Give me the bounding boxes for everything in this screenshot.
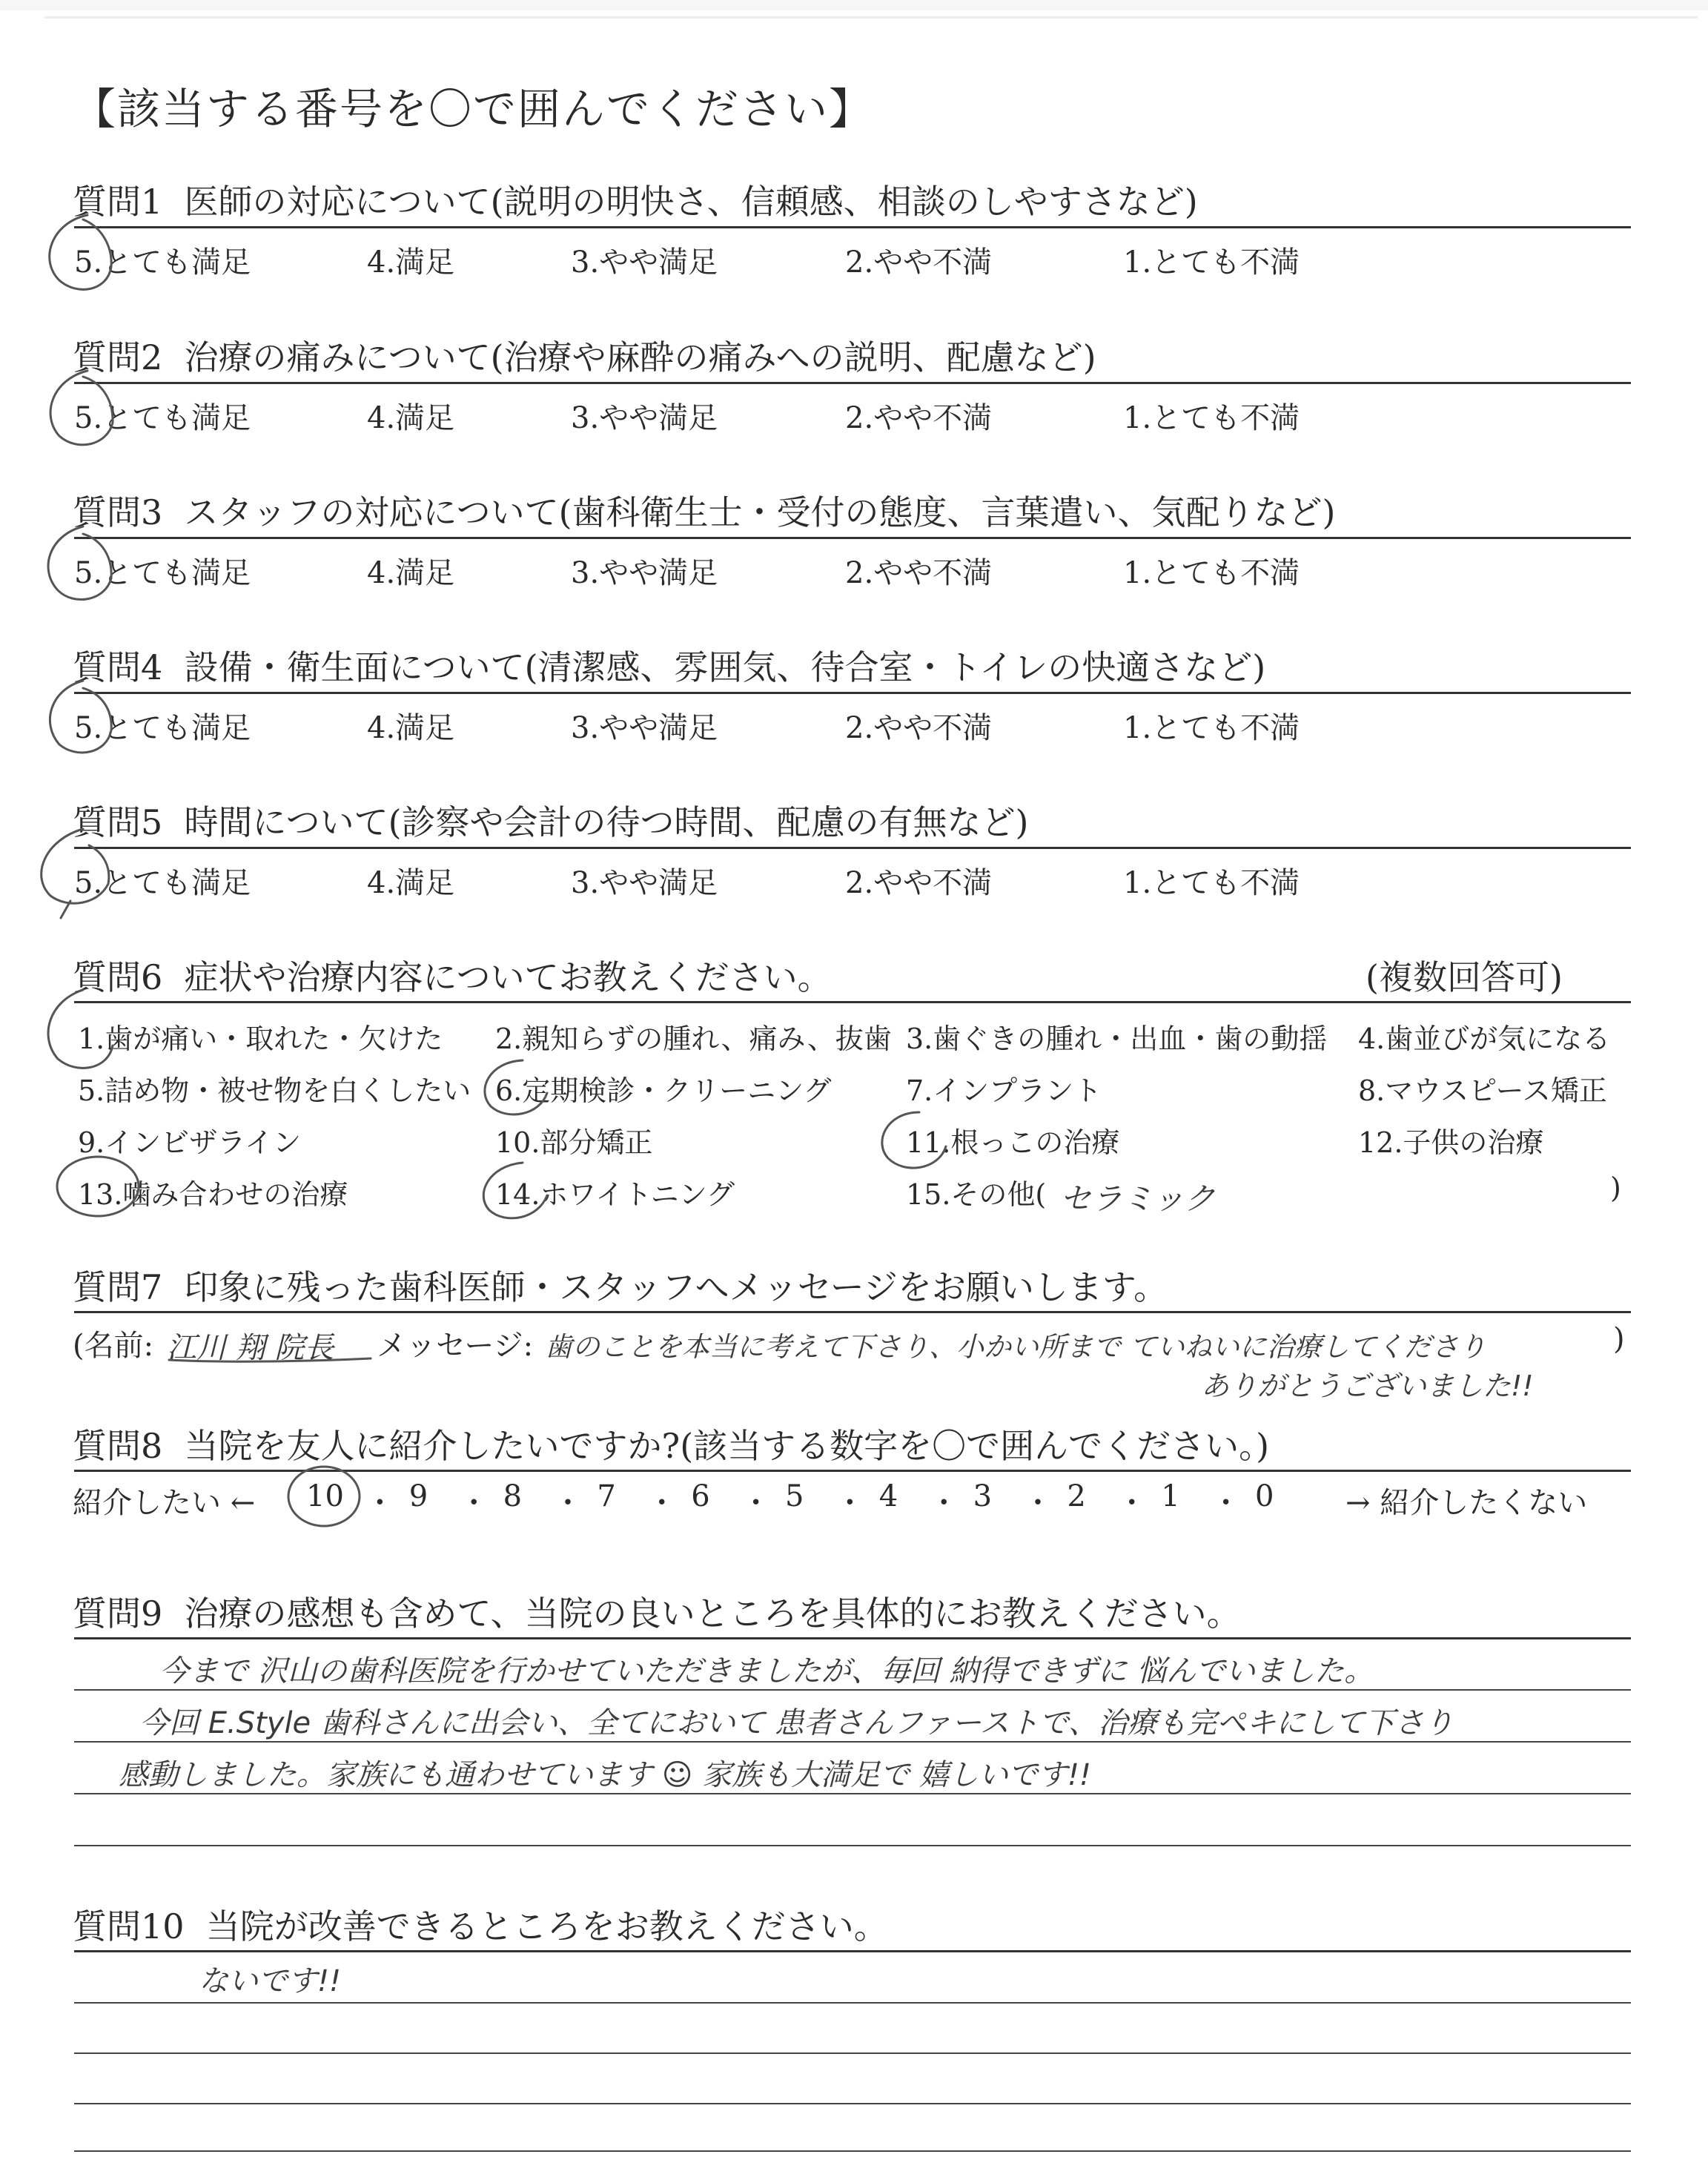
q8-left-label: 紹介したい ←	[73, 1486, 256, 1520]
q8-score-8[interactable]: 8	[503, 1479, 523, 1513]
q8-scale-separator: ・	[929, 1486, 959, 1520]
q2-opt-1[interactable]: 1.とても不満	[1123, 401, 1300, 435]
q6-opt6-selection-circle	[485, 1060, 547, 1114]
q2-label: 質問2	[73, 337, 163, 377]
q8-scale-separator: ・	[365, 1486, 395, 1520]
q2-opt-2[interactable]: 2.やや不満	[845, 401, 993, 435]
q2-selection-circle	[50, 371, 113, 445]
q4-text: 設備・衛生面について(清潔感、雰囲気、待合室・トイレの快適さなど)	[184, 647, 1266, 687]
q3-opt-2[interactable]: 2.やや不満	[845, 556, 993, 590]
q7-close-paren: )	[1613, 1322, 1625, 1356]
q8-label: 質問8	[73, 1426, 163, 1466]
q6-opt-12[interactable]: 12.子供の治療	[1358, 1126, 1544, 1159]
q8-scale-separator: ・	[646, 1486, 677, 1520]
q8-scale-separator: ・	[553, 1486, 583, 1520]
q9-answer-line-1: 今まで 沢山の歯科医院を行かせていただきましたが、毎回 納得できずに 悩んでいました。	[159, 1654, 1374, 1688]
q10-label: 質問10	[73, 1906, 185, 1946]
q5-opt-4[interactable]: 4.満足	[367, 866, 455, 900]
q9-label: 質問9	[73, 1593, 163, 1634]
q7-message-line2: ありがとうございました!!	[1201, 1370, 1534, 1402]
q4-label: 質問4	[73, 647, 163, 687]
q6-opt-10[interactable]: 10.部分矯正	[495, 1126, 653, 1159]
q5-selection-circle	[42, 829, 109, 918]
q6-text: 症状や治療内容についてお教えください。	[184, 957, 832, 997]
q5-opt-1[interactable]: 1.とても不満	[1123, 866, 1300, 900]
q1-selection-circle	[50, 215, 111, 289]
q2-opt-4[interactable]: 4.満足	[367, 401, 455, 435]
q8-score-5[interactable]: 5	[785, 1479, 804, 1513]
q4-selection-circle	[50, 681, 111, 753]
q2-opt-5[interactable]: 5.とても満足	[74, 401, 251, 435]
q6-opt11-selection-circle	[882, 1112, 946, 1168]
q4-opt-4[interactable]: 4.満足	[367, 711, 455, 745]
q6-opt-2[interactable]: 2.親知らずの腫れ、痛み、抜歯	[495, 1023, 892, 1055]
q7-name-prefix: (名前:	[73, 1329, 154, 1363]
q5-label: 質問5	[73, 802, 163, 842]
q7-message-line1: 歯のことを本当に考えて下さり、小かい所まで ていねいに治療してくださり	[545, 1331, 1486, 1363]
q8-scale-separator: ・	[741, 1486, 771, 1520]
q8-selection-circle	[288, 1467, 360, 1526]
q1-opt-1[interactable]: 1.とても不満	[1123, 245, 1300, 280]
q1-opt-4[interactable]: 4.満足	[367, 245, 455, 280]
q6-other-close: )	[1610, 1172, 1621, 1204]
q6-opt-15[interactable]: 15.その他(	[906, 1178, 1047, 1211]
q8-scale-separator: ・	[835, 1486, 865, 1520]
q1-label: 質問1	[73, 182, 163, 222]
q10-answer: ないです!!	[199, 1964, 342, 1998]
q6-opt-8[interactable]: 8.マウスピース矯正	[1358, 1074, 1607, 1107]
q6-opt-6[interactable]: 6.定期検診・クリーニング	[495, 1074, 832, 1107]
q6-opt-4[interactable]: 4.歯並びが気になる	[1358, 1023, 1611, 1055]
q9-answer-line-3: 感動しました。家族にも通わせています ☺ 家族も大満足で 嬉しいです!!	[119, 1758, 1091, 1792]
q8-score-9[interactable]: 9	[408, 1479, 428, 1513]
q6-opt-14[interactable]: 14.ホワイトニング	[495, 1178, 735, 1211]
q8-score-4[interactable]: 4	[878, 1479, 898, 1513]
q1-opt-2[interactable]: 2.やや不満	[845, 245, 993, 280]
q2-opt-3[interactable]: 3.やや満足	[571, 401, 718, 435]
q3-opt-1[interactable]: 1.とても不満	[1123, 556, 1300, 590]
q6-opt1-selection-circle	[48, 990, 113, 1068]
q7-text: 印象に残った歯科医師・スタッフへメッセージをお願いします。	[184, 1267, 1168, 1307]
q9-text: 治療の感想も含めて、当院の良いところを具体的にお教えください。	[184, 1593, 1241, 1634]
q1-opt-5[interactable]: 5.とても満足	[74, 245, 251, 280]
q8-score-2[interactable]: 2	[1067, 1479, 1086, 1513]
q4-opt-1[interactable]: 1.とても不満	[1123, 711, 1300, 745]
q6-multiple-note: (複数回答可)	[1366, 957, 1563, 997]
q3-selection-circle	[48, 526, 111, 600]
q8-scale-separator: ・	[459, 1486, 489, 1520]
q3-opt-3[interactable]: 3.やや満足	[571, 556, 718, 590]
q4-opt-3[interactable]: 3.やや満足	[571, 711, 718, 745]
q7-name-underline	[169, 1358, 371, 1361]
q6-opt-5[interactable]: 5.詰め物・被せ物を白くしたい	[78, 1074, 471, 1107]
q3-opt-4[interactable]: 4.満足	[367, 556, 455, 590]
q6-label: 質問6	[73, 957, 163, 997]
q8-score-10[interactable]: 10	[306, 1479, 344, 1513]
q5-text: 時間について(診察や会計の待つ時間、配慮の有無など)	[184, 802, 1029, 842]
q3-opt-5[interactable]: 5.とても満足	[74, 556, 251, 590]
q6-opt-1[interactable]: 1.歯が痛い・取れた・欠けた	[78, 1023, 443, 1055]
q3-label: 質問3	[73, 492, 163, 532]
q4-opt-5[interactable]: 5.とても満足	[74, 711, 251, 745]
q8-scale-separator: ・	[1023, 1486, 1053, 1520]
q8-score-6[interactable]: 6	[691, 1479, 710, 1513]
q3-text: スタッフの対応について(歯科衛生士・受付の態度、言葉遣い、気配りなど)	[184, 492, 1336, 532]
q6-opt-7[interactable]: 7.インプラント	[906, 1074, 1102, 1107]
q6-opt14-selection-circle	[483, 1163, 547, 1218]
q8-scale-separator: ・	[1211, 1486, 1241, 1520]
q2-text: 治療の痛みについて(治療や麻酔の痛みへの説明、配慮など)	[184, 337, 1096, 377]
q10-text: 当院が改善できるところをお教えください。	[205, 1906, 888, 1946]
q6-opt-13[interactable]: 13.噛み合わせの治療	[78, 1178, 348, 1211]
q5-opt-2[interactable]: 2.やや不満	[845, 866, 993, 900]
q9-answer-line-2: 今回 E.Style 歯科さんに出会い、全てにおいて 患者さんファーストで、治療も完ペキにして下さり	[139, 1706, 1454, 1740]
q4-opt-2[interactable]: 2.やや不満	[845, 711, 993, 745]
q7-name-value: 江川 翔 院長	[167, 1331, 334, 1365]
q6-opt-11[interactable]: 11.根っこの治療	[906, 1126, 1120, 1159]
q7-message-prefix: メッセージ:	[377, 1329, 534, 1363]
q5-opt-5[interactable]: 5.とても満足	[74, 866, 251, 900]
q8-score-1[interactable]: 1	[1161, 1479, 1180, 1513]
q6-opt-3[interactable]: 3.歯ぐきの腫れ・出血・歯の動揺	[906, 1023, 1328, 1055]
q8-score-3[interactable]: 3	[973, 1479, 993, 1513]
q8-scale-separator: ・	[1116, 1486, 1147, 1520]
form-instruction-title: 【該当する番号を〇で囲んでください】	[73, 84, 874, 134]
q8-text: 当院を友人に紹介したいですか?(該当する数字を〇で囲んでください。)	[184, 1426, 1270, 1466]
q6-opt13-selection-circle	[57, 1157, 139, 1216]
q8-right-label: → 紹介したくない	[1345, 1486, 1588, 1520]
q8-score-7[interactable]: 7	[597, 1479, 616, 1513]
q7-label: 質問7	[73, 1267, 163, 1307]
q6-opt-9[interactable]: 9.インビザライン	[78, 1126, 302, 1159]
q1-opt-3[interactable]: 3.やや満足	[571, 245, 718, 280]
q6-other-answer: セラミック	[1060, 1180, 1216, 1217]
q5-opt-3[interactable]: 3.やや満足	[571, 866, 718, 900]
q1-text: 医師の対応について(説明の明快さ、信頼感、相談のしやすさなど)	[184, 182, 1198, 222]
q8-score-0[interactable]: 0	[1255, 1479, 1274, 1513]
